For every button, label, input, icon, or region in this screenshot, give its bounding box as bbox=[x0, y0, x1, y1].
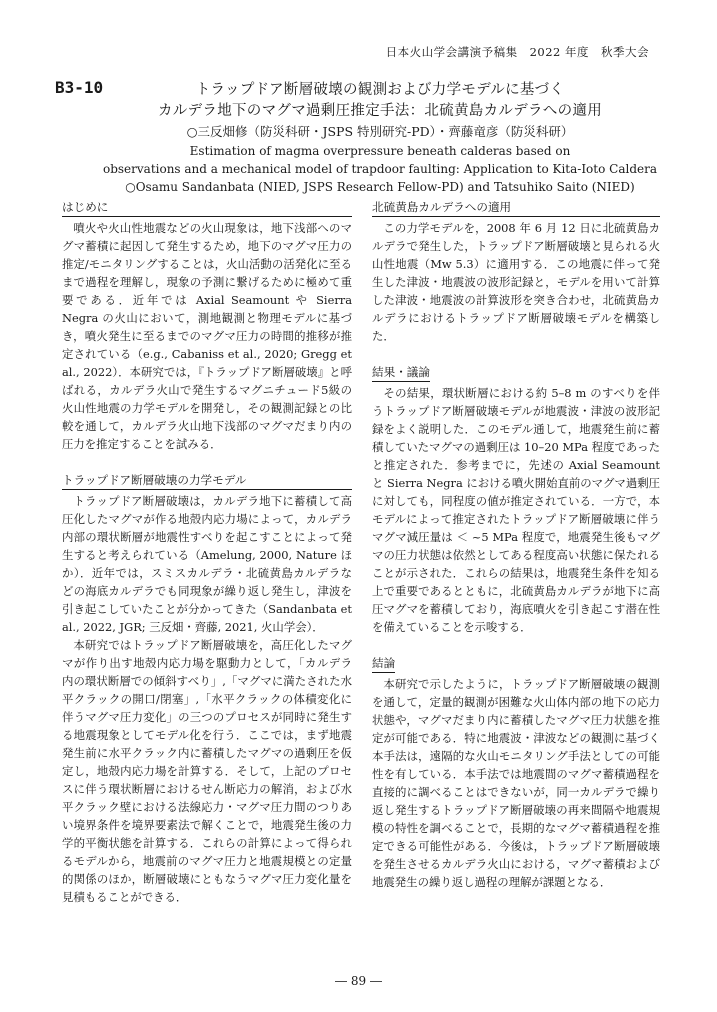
paragraph: 噴火や火山性地震などの火山現象は，地下浅部へのマグマ蓄積に起因して発生するため，地下のマグマ圧力の推定/モニタリングすることは，火山活動の活発化に至るまで過程を理解し，現象の予測に繋げるために極めて重要である．近年では Axial Seamount や Sierra Negra の火山において，測地観測と物理モデルに基づき，噴火発生に至るまでのマグマ圧力の時間的推移が推定されている（e.g., Cabaniss et al., 2020; Gregg et al., 2022）．本研究では，『トラップドア断層破壊』と呼ばれる，カルデラ火山で発生するマグニチュード5級の火山性地震の力学モデルを開発し，その観測記録との比較を通して，カルデラ火山地下浅部のマグマだまり内の圧力を推定することを試みる． bbox=[62, 221, 352, 451]
paragraph: 本研究で示したように，トラップドア断層破壊の観測を通して，定量的観測が困難な火山体内部の地下の応力状態や，マグマだまり内に蓄積したマグマ圧力状態を推定が可能である．特に地震波・津波などの観測に基づく本手法は，遠隔的な火山モニタリング手法としての可能性を有している．本手法では地震間のマグマ蓄積過程を直接的に調べることはできないが，同一カルデラで繰り返し発生するトラップドア断層破壊の再来間隔や地震規模の特性を調べることで，長期的なマグマ蓄積過程を推定できる可能性がある．今後は，トラップドア断層破壊を発生させるカルデラ火山における，マグマ蓄積および地震発生の繰り返し過程の理解が課題となる． bbox=[372, 677, 660, 889]
paragraph: その結果，環状断層における約 5–8 m のすべりを伴うトラップドア断層破壊モデルが地震波・津波の波形記録をよく説明した．このモデル通して，地震発生前に蓄積していたマグマの過剰圧は 10–20 MPa 程度であったと推定された．参考までに，先述の Axial Seamount と Sierra Negra における噴火開始直前のマグマ過剰圧に対しても，同程度の値が推定されている．一方で，本モデルによって推定されたトラップドア断層破壊に伴うマグマ減圧量は ＜ ~5 MPa 程度で，地震発生後もマグマの圧力状態は依然としてある程度高い状態に保たれることが示された．これらの結果は，地震発生条件を知る上で重要であるとともに，北硫黄島カルデラが地下に高圧マグマを蓄積しており，海底噴火を引き起こす潜在性を備えていることを示唆する． bbox=[372, 386, 660, 634]
en-title-line1: Estimation of magma overpressure beneath calderas based on bbox=[189, 144, 571, 158]
paragraph: この力学モデルを，2008 年 6 月 12 日に北硫黄島カルデラで発生した，トラップドア断層破壊と見られる火山性地震（Mw 5.3）に適用する．この地震に伴って発生した津波・地震波の波形記録と，モデルを用いて計算した津波・地震波の計算波形を突き合わせ，北硫黄島カルデラにおけるトラップドア断層破壊モデルを構築した． bbox=[372, 221, 660, 343]
jp-authors: ○三反畑修（防災科研・JSPS 特別研究-PD）・齊藤竜彦（防災科研） bbox=[186, 124, 574, 139]
right-column bbox=[372, 198, 660, 909]
section-heading: 結果・議論 bbox=[372, 363, 430, 382]
en-authors: ○Osamu Sandanbata (NIED, JSPS Research Fellow-PD) and Tatsuhiko Saito (NIED) bbox=[125, 180, 635, 194]
section-application bbox=[372, 198, 660, 345]
jp-title-line2: カルデラ地下のマグマ過剰圧推定手法：北硫黄島カルデラへの適用 bbox=[158, 103, 602, 119]
section-heading: 北硫黄島カルデラへの適用 bbox=[372, 198, 660, 217]
section-mechanical-model bbox=[62, 471, 352, 906]
en-title-line2: observations and a mechanical model of trapdoor faulting: Application to Kita-Ioto Caldera bbox=[102, 162, 657, 176]
section-heading: はじめに bbox=[62, 198, 352, 217]
section-introduction bbox=[62, 198, 352, 453]
section-heading: 結論 bbox=[372, 654, 395, 673]
paragraph: トラップドア断層破壊は，カルデラ地下に蓄積して高圧化したマグマが作る地殻内応力場によって，カルデラ内部の環状断層が地震性すべりを起こすことによって発生すると考えられている（Amelung, 2000, Nature ほか）．近年では，スミスカルデラ・北硫黄島カルデラなどの海底カルデラでも同現象が繰り返し発生し，津波を引き起こしていたことが分かってきた（Sandanbata et al., 2022, JGR; 三反畑・齊藤, 2021, 火山学会）． bbox=[62, 494, 352, 634]
title-block bbox=[100, 80, 660, 196]
section-conclusion bbox=[372, 654, 660, 891]
left-column bbox=[62, 198, 352, 924]
conference-header: 日本火山学会講演予稿集 2022 年度 秋季大会 bbox=[385, 45, 649, 59]
section-results-discussion bbox=[372, 363, 660, 636]
abstract-id: B3-10 bbox=[55, 78, 104, 97]
page-number: ― 89 ― bbox=[335, 974, 382, 988]
paragraph: 本研究ではトラップドア断層破壊を，高圧化したマグマが作り出す地殻内応力場を駆動力として，「カルデラ内の環状断層での傾斜すべり」,「マグマに満たされた水平クラックの開口/閉塞」,「水平クラックの体積変化に伴うマグマ圧力変化」の三つのプロセスが同時に発生する地震現象としてモデル化を行う．ここでは，まず地震発生前に水平クラック内に蓄積したマグマの過剰圧を仮定し，地殻内応力場を計算する．そして，上記のプロセスに伴う環状断層におけるせん断応力の解消，および水平クラック壁における法線応力・マグマ圧力間のつりあい境界条件を境界要素法で解くことで，地震発生後の力学的平衡状態を計算する．これらの計算によって得られるモデルから，地震前のマグマ圧力と地震規模との定量的関係のほか，断層破壊にともなうマグマ圧力変化量を見積もることができる． bbox=[62, 638, 352, 904]
section-heading: トラップドア断層破壊の力学モデル bbox=[62, 471, 352, 490]
jp-title-line1: トラップドア断層破壊の観測および力学モデルに基づく bbox=[195, 82, 565, 98]
